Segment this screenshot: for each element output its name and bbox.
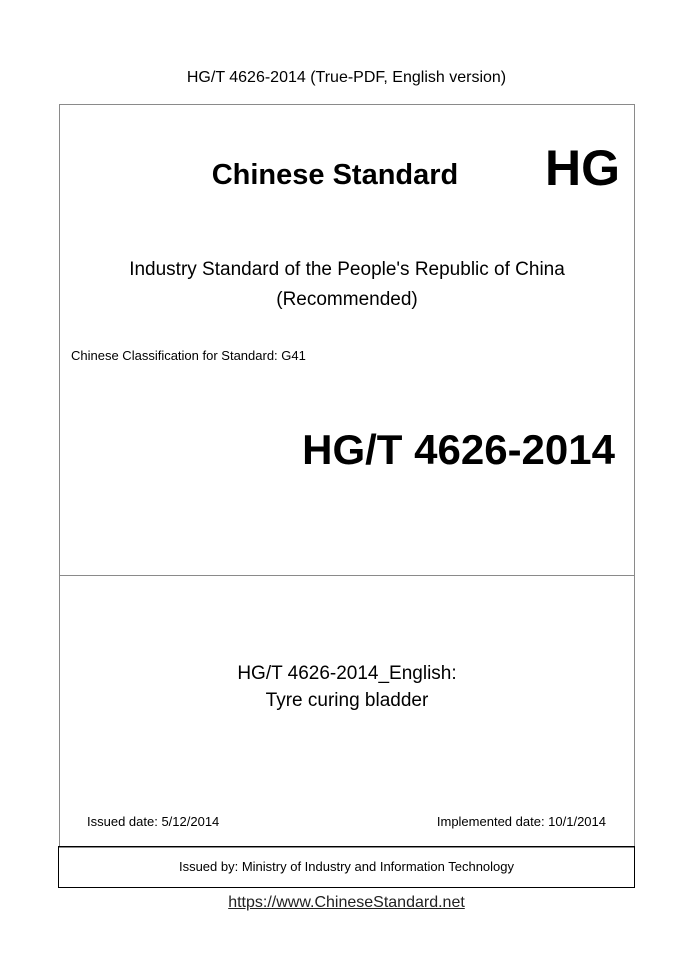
implemented-date: Implemented date: 10/1/2014 [436,814,606,829]
cover-title: Chinese Standard [211,159,459,191]
standard-number: HG/T 4626-2014 [302,426,615,473]
document-title-line-2: Tyre curing bladder [265,690,429,711]
website-link[interactable]: https://www.ChineseStandard.net [228,894,465,911]
page-header: HG/T 4626-2014 (True-PDF, English version) [186,69,507,86]
document-title-line-1: HG/T 4626-2014_English: [237,663,457,684]
issuer-text: Issued by: Ministry of Industry and Information Technology [178,859,515,874]
classification-text: Chinese Classification for Standard: G41 [71,348,306,363]
issued-date: Issued date: 5/12/2014 [87,814,220,829]
standard-code: HG [545,140,620,196]
industry-standard-line: Industry Standard of the People's Republic of China [129,259,565,280]
recommended-line: (Recommended) [276,289,418,310]
